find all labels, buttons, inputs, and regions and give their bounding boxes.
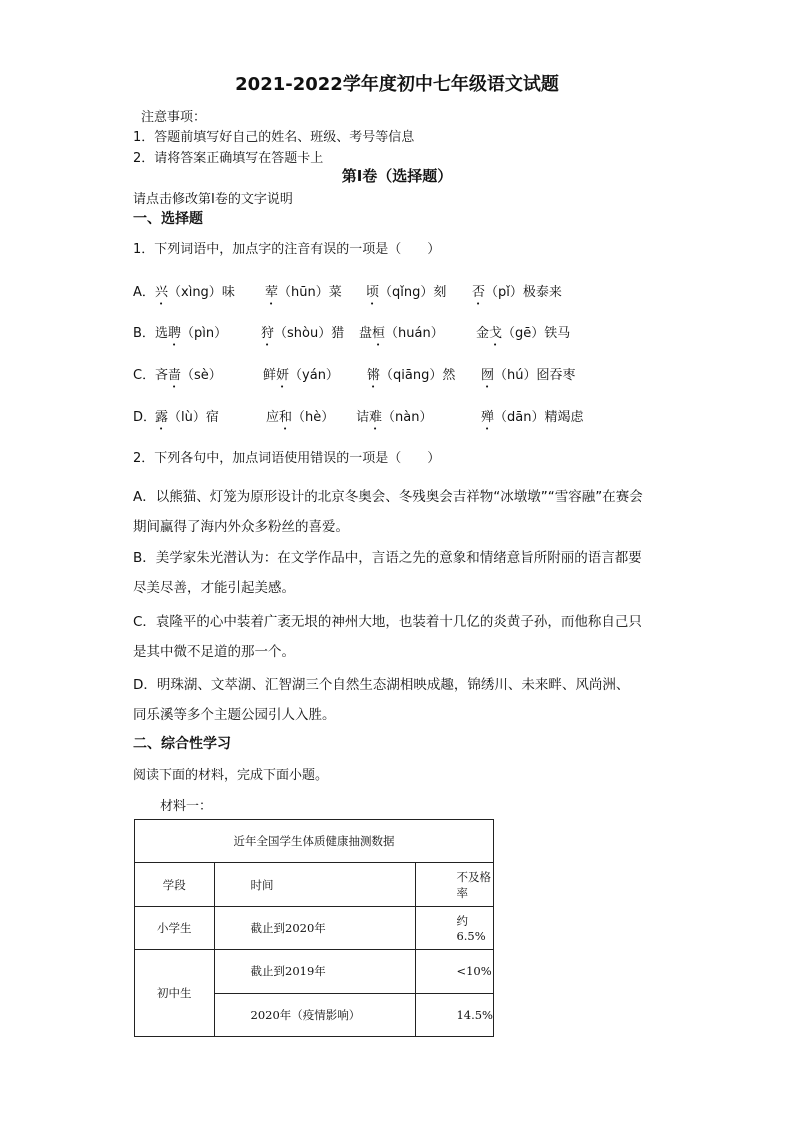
q1-option-b-label: B． bbox=[133, 326, 155, 341]
time-cell: 截止到2020年 bbox=[214, 906, 416, 949]
notice-item-2: 2．请将答案正确填写在答题卡上 bbox=[133, 151, 324, 166]
q2-option-b-line-2: 尽美尽善，才能引起美感。 bbox=[133, 580, 295, 596]
part1-heading: 一、选择题 bbox=[133, 211, 203, 227]
stage-primary: 小学生 bbox=[135, 906, 215, 949]
q2-option-a-line-1: A．以熊猫、灯笼为原形设计的北京冬奥会、冬残奥会吉祥物“冰墩墩”“雪容融”在赛会 bbox=[133, 489, 643, 505]
part2-heading: 二、综合性学习 bbox=[133, 736, 231, 752]
table-row bbox=[135, 950, 494, 993]
health-data-table bbox=[134, 819, 494, 1037]
q1-option-a-item-3: 顷（qǐng）刻 bbox=[366, 285, 447, 300]
q2-option-c-line-1: C．袁隆平的心中装着广袤无垠的神州大地，也装着十几亿的炎黄子孙，而他称自己只 bbox=[133, 614, 642, 630]
table-caption: 近年全国学生体质健康抽测数据 bbox=[135, 820, 494, 863]
header-fail-rate: 不及格率 bbox=[416, 863, 494, 906]
header-stage: 学段 bbox=[135, 863, 215, 906]
notice-item-1: 1．答题前填写好自己的姓名、班级、考号等信息 bbox=[133, 130, 415, 145]
rate-cell: 14.5% bbox=[416, 993, 494, 1036]
q1-option-c-item-3: 锵（qiāng）然 bbox=[367, 368, 456, 383]
q1-option-c-label: C． bbox=[133, 368, 156, 383]
q2-stem: 2．下列各句中，加点词语使用错误的一项是（ ） bbox=[133, 451, 441, 466]
q1-option-d-item-4: 殚（dān）精竭虑 bbox=[481, 410, 584, 425]
q1-option-a-label: A． bbox=[133, 285, 155, 300]
table-header-row bbox=[135, 863, 494, 906]
q1-option-a-item-4: 否（pǐ）极泰来 bbox=[472, 285, 562, 300]
q1-option-d-item-3: 诘难（nàn） bbox=[356, 410, 433, 425]
notice-heading: 注意事项： bbox=[141, 110, 207, 125]
table-row bbox=[135, 906, 494, 949]
q2-option-b-line-1: B．美学家朱光潜认为：在文学作品中，言语之先的意象和情绪意旨所附丽的语言都要 bbox=[133, 550, 642, 566]
q2-option-d-line-1: D．明珠湖、文萃湖、汇智湖三个自然生态湖相映成趣，锦绣川、未来畔、风尚洲、 bbox=[133, 677, 630, 693]
q2-option-c-line-2: 是其中微不足道的那一个。 bbox=[133, 644, 295, 660]
q1-option-b-item-2: 狩（shòu）猎 bbox=[261, 326, 345, 341]
rate-cell: 约 6.5% bbox=[416, 906, 494, 949]
part2-intro: 阅读下面的材料，完成下面小题。 bbox=[133, 768, 329, 783]
rate-cell: <10% bbox=[416, 950, 494, 993]
q1-option-a-item-1: 兴（xìng）味 bbox=[155, 285, 235, 300]
q1-stem: 1．下列词语中，加点字的注音有误的一项是（ ） bbox=[133, 242, 441, 257]
q1-option-c-item-2: 鲜妍（yán） bbox=[263, 368, 339, 383]
time-cell: 2020年（疫情影响） bbox=[214, 993, 416, 1036]
time-cell: 截止到2019年 bbox=[214, 950, 416, 993]
q1-option-a-item-2: 荤（hūn）菜 bbox=[265, 285, 342, 300]
q1-option-b-item-4: 金戈（gē）铁马 bbox=[476, 326, 571, 341]
q1-option-d-item-1: 露（lù）宿 bbox=[155, 410, 219, 425]
q1-option-d-label: D． bbox=[133, 410, 157, 425]
q1-option-b-item-1: 选聘（pìn） bbox=[155, 326, 228, 341]
q1-option-c-item-1: 吝啬（sè） bbox=[155, 368, 222, 383]
table-caption-row bbox=[135, 820, 494, 863]
q1-option-d-item-2: 应和（hè） bbox=[266, 410, 335, 425]
page-title: 2021-2022学年度初中七年级语文试题 bbox=[235, 74, 559, 95]
section-title: 第I卷（选择题） bbox=[341, 167, 453, 185]
q1-option-b-item-3: 盘桓（huán） bbox=[359, 326, 444, 341]
q1-option-c-item-4: 囫（hú）囵吞枣 bbox=[481, 368, 576, 383]
header-time: 时间 bbox=[214, 863, 416, 906]
q2-option-d-line-2: 同乐溪等多个主题公园引人入胜。 bbox=[133, 707, 336, 723]
stage-junior: 初中生 bbox=[135, 950, 215, 1037]
section-note: 请点击修改第I卷的文字说明 bbox=[133, 192, 293, 207]
q2-option-a-line-2: 期间赢得了海内外众多粉丝的喜爱。 bbox=[133, 519, 349, 535]
material-label: 材料一： bbox=[160, 799, 213, 814]
